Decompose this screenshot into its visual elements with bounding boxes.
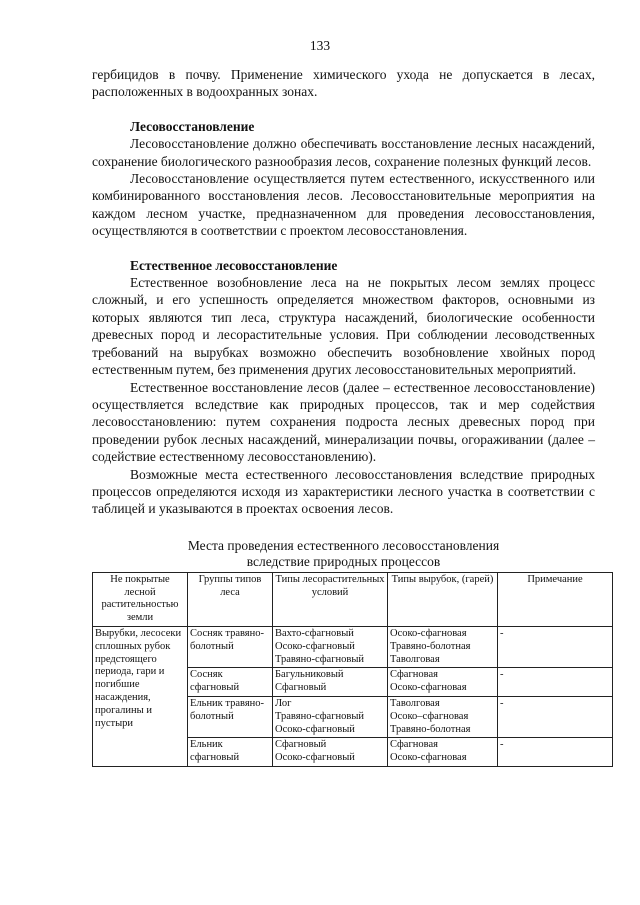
conditions-cell: Багульниковый Сфагновый <box>273 668 388 697</box>
paragraph: Возможные места естественного лесовосстановления вследствие природных процессов определяются исходя из характеристики лесного участка в соответствии с таблицей и указываются в проектах освоения лесов. <box>92 466 595 517</box>
table-header-cell: Примечание <box>498 572 613 626</box>
forest-group-cell: Ельник сфагновый <box>188 738 273 767</box>
forest-group-cell: Сосняк травяно-болотный <box>188 626 273 667</box>
table-header-cell: Группы типов леса <box>188 572 273 626</box>
cutting-type-cell: Сфагновая Осоко-сфагновая <box>388 738 498 767</box>
page-number: 133 <box>309 38 331 53</box>
forest-group-cell: Сосняк сфагновый <box>188 668 273 697</box>
cutting-type-cell: Таволговая Осоко–сфагновая Травяно-болотная <box>388 696 498 737</box>
forest-group-cell: Ельник травяно-болотный <box>188 696 273 737</box>
table-header-cell: Типы лесорастительных условий <box>273 572 388 626</box>
reforestation-table <box>92 572 613 767</box>
section-heading: Естественное лесовосстановление <box>130 257 338 273</box>
paragraph: Естественное восстановление лесов (далее – естественное лесовосстановление) осуществляется вследствие как природных процессов, так и мер содействия лесовосстановлению: путем сохранения подроста лесных древесных пород при проведении рубок лесных насаждений, минерализации почвы, огораживании (далее – содействие естественному лесовосстановлению). <box>92 379 595 465</box>
paragraph: Естественное возобновление леса на не покрытых лесом землях процесс сложный, и его успешность определяется множеством факторов, основными из которых являются тип леса, структура насаждений, биологические особенности древесных пород и лесорастительные условия. При соблюдении лесоводственных требований на вырубках возможно обеспечить возобновление хвойных пород естественным путем, без применения других лесовосстановительных мероприятий. <box>92 275 595 378</box>
cutting-type-cell: Сфагновая Осоко-сфагновая <box>388 668 498 697</box>
conditions-cell: Вахто-сфагновый Осоко-сфагновый Травяно-сфагновый <box>273 626 388 667</box>
table-header-cell: Типы вырубок, (гарей) <box>388 572 498 626</box>
note-cell: - <box>498 696 613 737</box>
table-caption-line: вследствие природных процессов <box>246 553 441 569</box>
note-cell: - <box>498 738 613 767</box>
cutting-type-cell: Осоко-сфагновая Травяно-болотная Таволговая <box>388 626 498 667</box>
note-cell: - <box>498 668 613 697</box>
table-header-cell: Не покрытые лесной растительностью земли <box>93 572 188 626</box>
conditions-cell: Лог Травяно-сфагновый Осоко-сфагновый <box>273 696 388 737</box>
table-row <box>93 626 613 667</box>
table-header-row <box>93 572 613 626</box>
land-type-cell: Вырубки, лесосеки сплошных рубок предстоящего периода, гари и погибшие насаждения, прогалины и пустыри <box>93 626 188 766</box>
conditions-cell: Сфагновый Осоко-сфагновый <box>273 738 388 767</box>
paragraph: Лесовосстановление должно обеспечивать восстановление лесных насаждений, сохранение биологического разнообразия лесов, сохранение полезных функций лесов. <box>92 136 595 169</box>
note-cell: - <box>498 626 613 667</box>
document-body <box>92 66 595 767</box>
table-caption <box>92 538 595 570</box>
table-caption-line: Места проведения естественного лесовосстановления <box>187 537 500 553</box>
section-heading: Лесовосстановление <box>130 118 255 134</box>
paragraph: Лесовосстановление осуществляется путем естественного, искусственного или комбинированного восстановления лесов. Лесовосстановительные мероприятия на каждом лесном участке, предназначенном для проведения лесовосстановления, осуществляются в соответствии с проектом лесовосстановления. <box>92 171 595 239</box>
paragraph: гербицидов в почву. Применение химического ухода не допускается в лесах, расположенных в водоохранных зонах. <box>92 67 595 100</box>
